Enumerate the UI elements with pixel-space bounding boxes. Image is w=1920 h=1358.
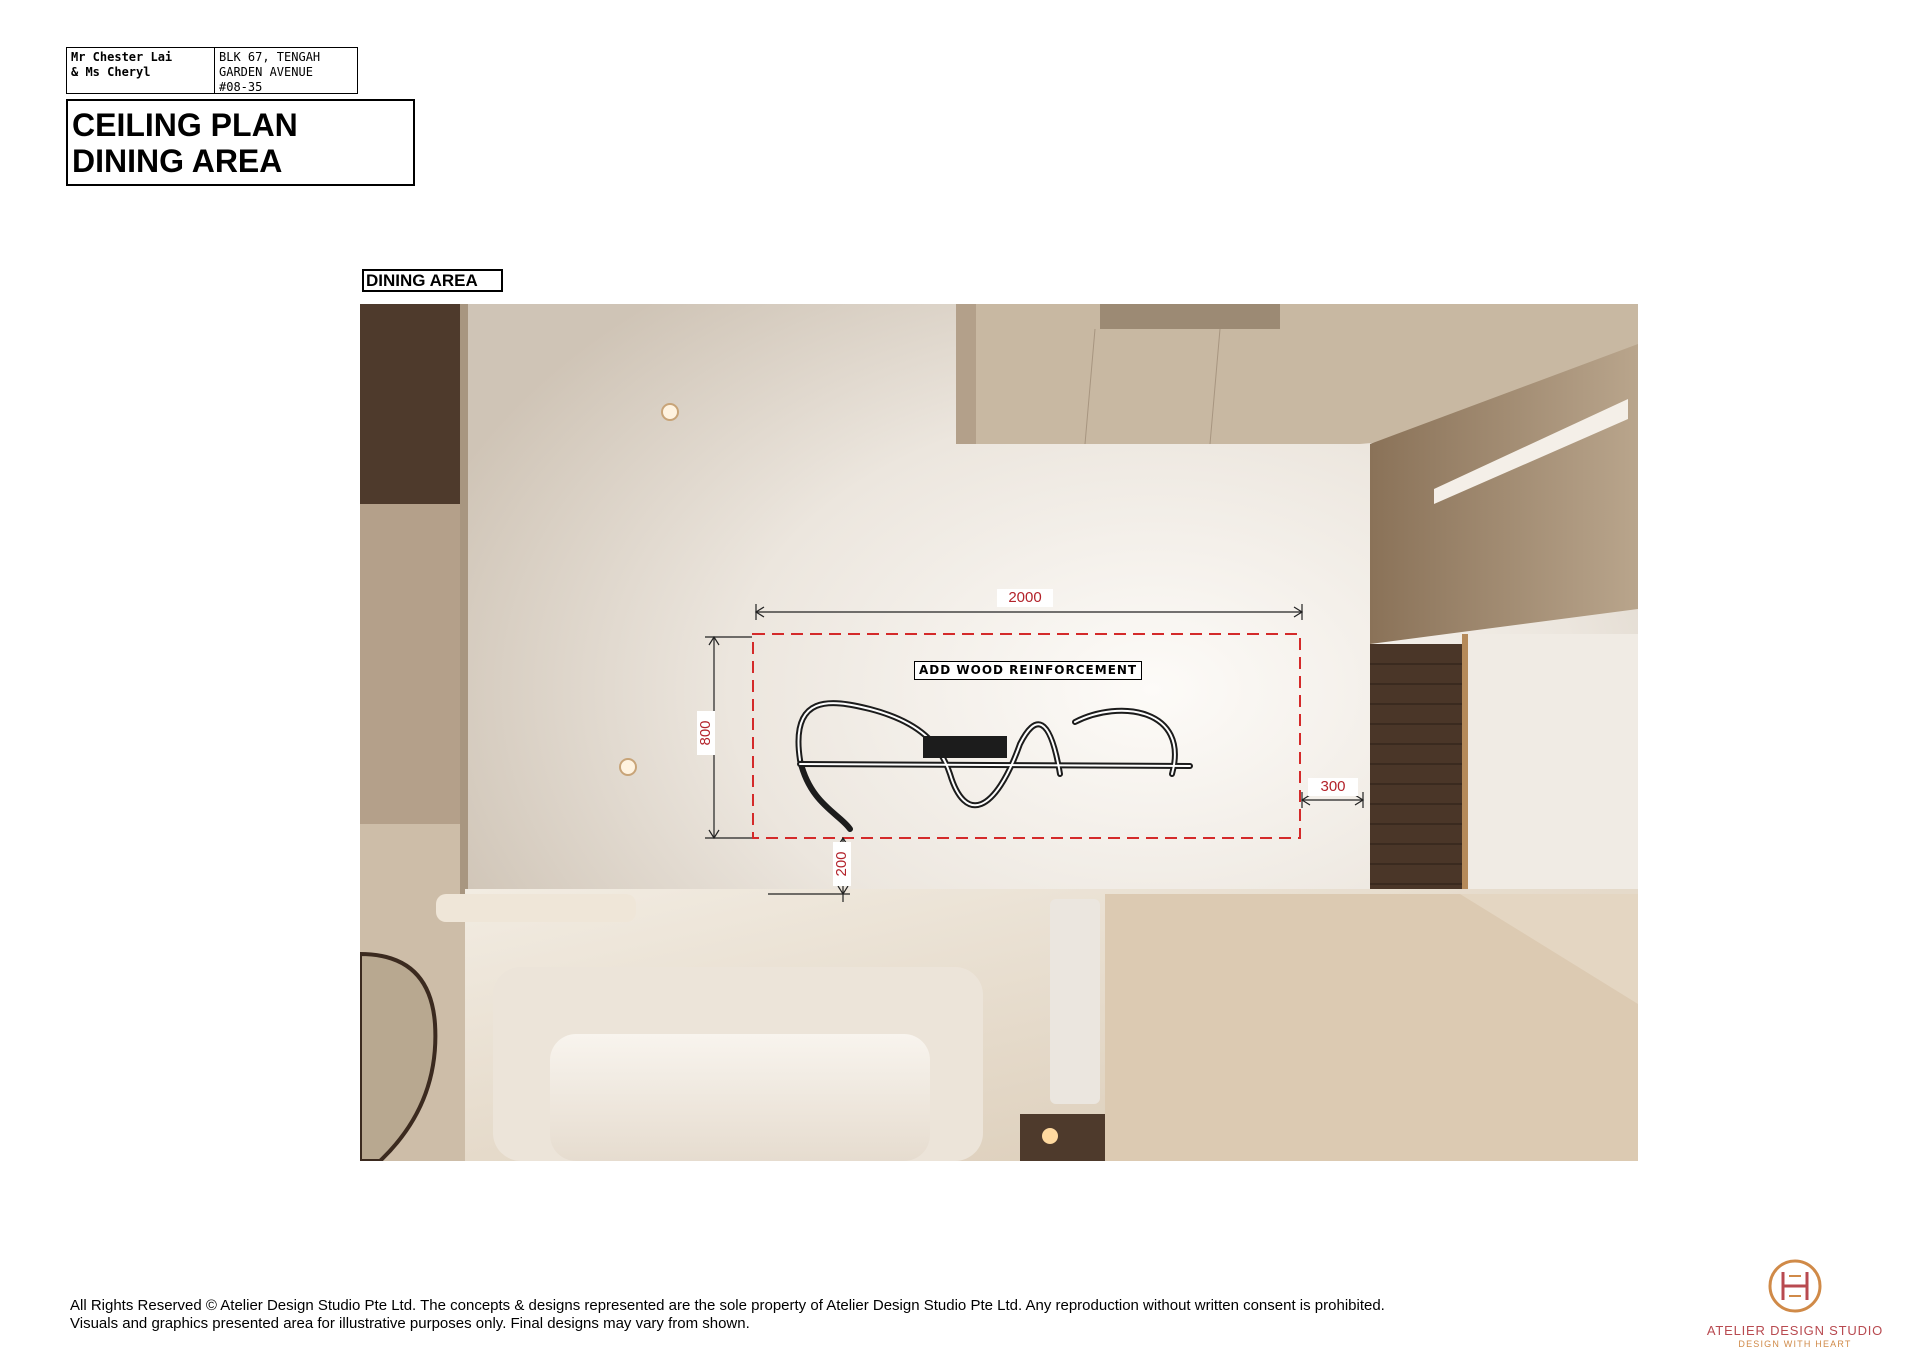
downlight-icon xyxy=(620,759,636,775)
studio-logo-icon xyxy=(1767,1258,1823,1314)
address-line: #08-35 xyxy=(219,80,263,94)
footer-disclaimer xyxy=(70,1297,1385,1333)
client-address xyxy=(215,48,357,93)
footer-line1: All Rights Reserved © Atelier Design Studio Pte Ltd. The concepts & designs represented are the sole property of Atelier Design Studio Pte Ltd. Any reproduction without written consent is prohibited. xyxy=(70,1297,1385,1314)
footer-line2: Visuals and graphics presented area for illustrative purposes only. Final designs may vary from shown. xyxy=(70,1315,750,1332)
reinforcement-note: ADD WOOD REINFORCEMENT xyxy=(914,661,1142,680)
dimension-width-label: 2000 xyxy=(997,589,1053,607)
address-line: GARDEN AVENUE xyxy=(219,65,313,79)
downlight-icon xyxy=(662,404,678,420)
studio-logo xyxy=(1705,1258,1885,1349)
dimension-offset-right-label: 300 xyxy=(1308,778,1358,796)
client-info-box xyxy=(66,47,358,94)
ceiling-render-illustration xyxy=(360,304,1638,1161)
drawing-title-line2: DINING AREA xyxy=(72,143,283,179)
drawing-title-line1: CEILING PLAN xyxy=(72,107,298,143)
section-label: DINING AREA xyxy=(362,269,503,292)
studio-logo-name: ATELIER DESIGN STUDIO xyxy=(1706,1323,1884,1338)
studio-logo-tagline: DESIGN WITH HEART xyxy=(1738,1339,1852,1349)
client-name xyxy=(67,48,215,93)
dimension-offset-bottom-label: 200 xyxy=(833,842,851,886)
drawing-title-box xyxy=(66,99,415,186)
client-name-line: Mr Chester Lai xyxy=(71,50,173,64)
dimension-height-label: 800 xyxy=(697,711,715,755)
ceiling-render xyxy=(360,304,1638,1161)
client-name-line: & Ms Cheryl xyxy=(71,65,151,79)
address-line: BLK 67, TENGAH xyxy=(219,50,321,64)
